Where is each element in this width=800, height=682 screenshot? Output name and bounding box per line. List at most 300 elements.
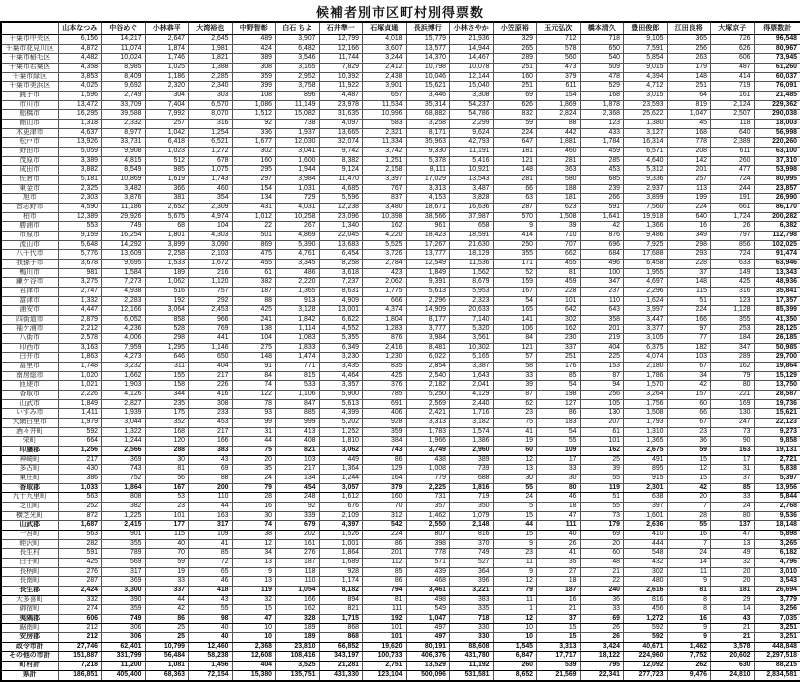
vote-count-cell: 226 — [189, 381, 233, 390]
vote-count-cell: 217 — [58, 455, 102, 464]
vote-count-cell: 153 — [580, 362, 624, 371]
vote-count-cell: 2,323 — [450, 297, 494, 306]
municipality-label: 富津市 — [1, 297, 58, 306]
vote-count-cell: 6,521 — [189, 138, 233, 147]
vote-count-cell: 80 — [711, 512, 755, 521]
vote-count-cell: 7,237 — [319, 278, 363, 287]
municipality-label: 白子町 — [1, 558, 58, 567]
vote-count-cell: 63 — [493, 194, 537, 203]
vote-count-cell: 661 — [711, 203, 755, 212]
vote-count-cell: 15,082 — [276, 110, 320, 119]
vote-count-cell: 4,637 — [58, 128, 102, 137]
vote-count-cell: 87 — [580, 371, 624, 380]
vote-count-cell: 5 — [493, 502, 537, 511]
municipality-label: 船橋市 — [1, 110, 58, 119]
vote-count-cell: 1,903 — [102, 381, 146, 390]
vote-count-cell: 1,570 — [624, 381, 668, 390]
vote-count-cell: 22 — [580, 577, 624, 586]
vote-count-cell: 1,256 — [58, 446, 102, 455]
municipality-row — [1, 512, 800, 521]
vote-count-cell: 2,424 — [58, 586, 102, 595]
vote-count-cell: 3,758 — [276, 82, 320, 91]
vote-count-cell: 316 — [711, 287, 755, 296]
vote-count-cell: 88,608 — [450, 642, 494, 651]
vote-count-cell: 17 — [537, 455, 581, 464]
municipality-row — [1, 362, 800, 371]
vote-count-cell: 425 — [711, 278, 755, 287]
vote-count-cell: 1,612 — [319, 493, 363, 502]
summary-row — [1, 614, 800, 623]
vote-count-cell: 189 — [276, 624, 320, 633]
vote-count-cell: 2,103 — [189, 250, 233, 259]
vote-count-cell: 382 — [232, 278, 276, 287]
vote-count-cell: 6,052 — [102, 315, 146, 324]
vote-count-cell: 162 — [537, 325, 581, 334]
vote-count-cell: 27 — [537, 568, 581, 577]
vote-count-cell: 15,779 — [406, 35, 450, 44]
vote-count-cell: 2,041 — [450, 381, 494, 390]
vote-count-cell: 31,635 — [319, 110, 363, 119]
vote-count-cell: 64 — [667, 91, 711, 100]
vote-count-cell: 1,641 — [580, 213, 624, 222]
vote-count-cell: 35 — [537, 558, 581, 567]
vote-count-cell: 749 — [102, 614, 146, 623]
header-row — [1, 22, 800, 35]
vote-count-cell: 2,749 — [102, 91, 146, 100]
vote-count-cell: 8,182 — [319, 586, 363, 595]
vote-count-cell: 4,018 — [363, 35, 407, 44]
municipality-label: 鋸南町 — [1, 624, 58, 633]
municipality-label: 館山市 — [1, 119, 58, 128]
vote-count-cell: 679 — [276, 521, 320, 530]
vote-count-cell: 1,784 — [580, 138, 624, 147]
municipality-label: 千葉市花見川区 — [1, 44, 58, 53]
vote-count-cell: 23 — [667, 427, 711, 436]
vote-count-cell: 2,550 — [406, 521, 450, 530]
vote-count-cell: 3,044 — [102, 418, 146, 427]
vote-count-cell: 15 — [537, 633, 581, 642]
vote-count-cell: 433 — [580, 128, 624, 137]
vote-count-cell: 10 — [232, 624, 276, 633]
vote-count-cell: 14,467 — [450, 54, 494, 63]
vote-count-cell: 355 — [493, 250, 537, 259]
vote-count-cell: 16,254 — [102, 231, 146, 240]
vote-count-cell: 70 — [363, 502, 407, 511]
vote-count-cell: 8,985 — [102, 63, 146, 72]
vote-count-cell: 456 — [624, 605, 668, 614]
vote-count-cell: 832 — [493, 110, 537, 119]
vote-count-cell: 404 — [232, 661, 276, 670]
municipality-row — [1, 540, 800, 549]
vote-count-cell: 657 — [363, 91, 407, 100]
total-votes-cell: 9,273 — [754, 427, 800, 436]
vote-count-cell: 176 — [537, 362, 581, 371]
vote-count-cell: 769 — [189, 325, 233, 334]
vote-count-cell: 251 — [493, 63, 537, 72]
vote-count-cell: 121 — [493, 156, 537, 165]
vote-count-cell: 161 — [276, 540, 320, 549]
vote-count-cell: 54,786 — [450, 110, 494, 119]
vote-count-cell: 91 — [232, 362, 276, 371]
vote-count-cell: 12 — [493, 455, 537, 464]
vote-count-cell: 40 — [189, 633, 233, 642]
total-votes-cell: 15,129 — [754, 371, 800, 380]
total-votes-cell: 18,003 — [754, 119, 800, 128]
vote-count-cell: 34 — [667, 371, 711, 380]
candidate-column-header: 橋本清久 — [580, 22, 624, 35]
vote-count-cell: 1,120 — [189, 278, 233, 287]
municipality-row — [1, 624, 800, 633]
vote-count-cell: 44 — [493, 521, 537, 530]
vote-count-cell: 200 — [189, 483, 233, 492]
vote-count-cell: 4,236 — [102, 325, 146, 334]
vote-count-cell: 28 — [232, 493, 276, 502]
vote-count-cell: 10 — [493, 624, 537, 633]
summary-row — [1, 586, 800, 595]
vote-count-cell: 3,264 — [624, 390, 668, 399]
vote-count-cell: 17,688 — [624, 250, 668, 259]
vote-count-cell: 650 — [580, 44, 624, 53]
page-title: 候補者別市区町村別得票数 — [315, 5, 484, 20]
vote-count-cell: 425 — [232, 306, 276, 315]
vote-count-cell: 54 — [537, 427, 581, 436]
vote-count-cell: 9 — [493, 222, 537, 231]
vote-count-cell: 767 — [363, 184, 407, 193]
vote-count-cell: 6,349 — [319, 343, 363, 352]
municipality-row — [1, 35, 800, 44]
vote-count-cell: 533 — [276, 381, 320, 390]
vote-count-cell: 12,166 — [102, 306, 146, 315]
vote-count-cell: 21,569 — [537, 670, 581, 681]
municipality-label: 印旛郡 — [1, 446, 58, 455]
vote-count-cell: 1,081 — [145, 661, 189, 670]
vote-count-cell: 647 — [493, 138, 537, 147]
vote-count-cell: 25 — [145, 633, 189, 642]
municipality-row — [1, 110, 800, 119]
vote-count-cell: 135,751 — [276, 670, 320, 681]
vote-count-cell: 78 — [232, 399, 276, 408]
municipality-row — [1, 203, 800, 212]
vote-count-cell: 743 — [363, 446, 407, 455]
vote-count-cell: 40 — [537, 530, 581, 539]
vote-count-cell: 8,111 — [406, 166, 450, 175]
vote-count-cell: 201 — [667, 166, 711, 175]
vote-count-cell: 230 — [537, 334, 581, 343]
vote-count-cell: 2,507 — [711, 110, 755, 119]
vote-count-cell: 12,166 — [319, 44, 363, 53]
vote-count-cell: 175 — [145, 409, 189, 418]
vote-count-cell: 626 — [493, 100, 537, 109]
vote-count-cell: 1,106 — [276, 390, 320, 399]
vote-count-cell: 11,200 — [102, 661, 146, 670]
vote-count-cell: 276 — [58, 568, 102, 577]
municipality-row — [1, 474, 800, 483]
total-votes-cell: 80,967 — [754, 44, 800, 53]
municipality-row — [1, 381, 800, 390]
vote-count-cell: 1,322 — [102, 427, 146, 436]
vote-count-cell: 69 — [580, 530, 624, 539]
vote-count-cell: 251 — [493, 82, 537, 91]
vote-count-cell: 137 — [711, 521, 755, 530]
vote-count-cell: 2,453 — [189, 306, 233, 315]
vote-count-cell: 548 — [624, 549, 668, 558]
vote-count-cell: 3,424 — [580, 642, 624, 651]
vote-count-cell: 1,042 — [145, 128, 189, 137]
vote-count-cell: 39 — [537, 222, 581, 231]
municipality-row — [1, 437, 800, 446]
vote-count-cell: 72 — [189, 558, 233, 567]
vote-count-cell: 17,029 — [406, 175, 450, 184]
vote-count-cell: 10,046 — [406, 72, 450, 81]
vote-count-cell: 192 — [363, 614, 407, 623]
vote-count-cell: 396 — [450, 577, 494, 586]
vote-count-cell: 33 — [145, 577, 189, 586]
vote-count-cell: 459 — [580, 147, 624, 156]
vote-count-cell: 289 — [493, 54, 537, 63]
vote-count-cell: 8,177 — [406, 315, 450, 324]
vote-count-cell: 528 — [145, 325, 189, 334]
total-votes-cell: 63,100 — [754, 147, 800, 156]
vote-count-cell: 69 — [493, 91, 537, 100]
vote-count-cell: 516 — [145, 287, 189, 296]
vote-count-cell: 4,394 — [624, 72, 668, 81]
vote-count-cell: 2,751 — [363, 661, 407, 670]
vote-count-cell: 37,987 — [450, 213, 494, 222]
vote-count-cell: 1,174 — [319, 577, 363, 586]
vote-count-cell: 1,244 — [102, 437, 146, 446]
vote-count-cell: 1,863 — [58, 353, 102, 362]
vote-count-cell: 85 — [189, 549, 233, 558]
vote-count-cell: 2,937 — [624, 184, 668, 193]
vote-count-cell: 5,202 — [319, 418, 363, 427]
vote-count-cell: 4,074 — [624, 353, 668, 362]
vote-count-cell: 460 — [537, 147, 581, 156]
vote-count-cell: 7 — [667, 540, 711, 549]
total-votes-cell: 19,131 — [754, 446, 800, 455]
vote-count-cell: 794 — [363, 586, 407, 595]
vote-count-cell: 872 — [58, 512, 102, 521]
vote-count-cell: 344 — [145, 390, 189, 399]
vote-count-cell: 5,776 — [58, 250, 102, 259]
vote-count-cell: 1,474 — [276, 353, 320, 362]
vote-count-cell: 1,981 — [189, 44, 233, 53]
municipality-label: 印西市 — [1, 343, 58, 352]
vote-count-cell: 418 — [189, 586, 233, 595]
vote-count-cell: 11,149 — [276, 100, 320, 109]
vote-count-cell: 121 — [493, 343, 537, 352]
municipality-label: 香取郡 — [1, 483, 58, 492]
vote-count-cell: 162 — [276, 605, 320, 614]
vote-count-cell: 21,936 — [450, 35, 494, 44]
vote-count-cell: 5,355 — [319, 334, 363, 343]
vote-count-cell: 141 — [493, 315, 537, 324]
vote-count-cell: 3,546 — [276, 54, 320, 63]
vote-count-cell: 21 — [580, 568, 624, 577]
vote-count-cell: 2,652 — [145, 203, 189, 212]
vote-count-cell: 40,671 — [624, 642, 668, 651]
vote-count-cell: 14,292 — [102, 241, 146, 250]
vote-count-cell: 5,953 — [450, 287, 494, 296]
total-votes-cell: 3,251 — [754, 624, 800, 633]
vote-count-cell: 2,824 — [537, 110, 581, 119]
vote-count-cell: 51 — [580, 493, 624, 502]
vote-count-cell: 684 — [580, 250, 624, 259]
vote-count-cell: 13,683 — [319, 241, 363, 250]
vote-count-cell: 3,618 — [319, 269, 363, 278]
vote-count-cell: 276 — [276, 549, 320, 558]
vote-count-cell: 8,652 — [493, 670, 537, 681]
vote-count-cell: 42 — [580, 222, 624, 231]
vote-count-cell: 3,345 — [276, 259, 320, 268]
vote-count-cell: 985 — [145, 166, 189, 175]
vote-count-cell: 13,777 — [406, 250, 450, 259]
municipality-label: 鴨川市 — [1, 269, 58, 278]
vote-count-cell: 6,022 — [406, 353, 450, 362]
vote-count-cell: 1,874 — [145, 44, 189, 53]
vote-count-cell: 68,882 — [406, 110, 450, 119]
vote-count-cell: 88 — [232, 297, 276, 306]
vote-count-cell: 328 — [276, 614, 320, 623]
vote-count-cell: 257 — [145, 119, 189, 128]
vote-count-cell: 11,744 — [319, 54, 363, 63]
vote-count-cell: 1,512 — [232, 110, 276, 119]
vote-count-cell: 15 — [232, 605, 276, 614]
municipality-label: 市川市 — [1, 100, 58, 109]
vote-count-cell: 162 — [711, 362, 755, 371]
vote-count-cell: 201 — [580, 325, 624, 334]
vote-count-cell: 224 — [493, 128, 537, 137]
vote-count-cell: 21,281 — [319, 661, 363, 670]
vote-count-cell: 1,966 — [406, 437, 450, 446]
vote-count-cell: 12,144 — [450, 72, 494, 81]
vote-count-cell: 167 — [145, 483, 189, 492]
vote-count-cell: 112 — [363, 558, 407, 567]
vote-count-cell: 691 — [363, 399, 407, 408]
vote-count-cell: 4,025 — [58, 82, 102, 91]
vote-count-cell: 2,569 — [406, 399, 450, 408]
vote-count-cell: 9,391 — [406, 278, 450, 287]
municipality-row — [1, 184, 800, 193]
vote-count-cell: 676 — [319, 502, 363, 511]
total-votes-cell: 26,990 — [754, 194, 800, 203]
candidate-column-header: 豊田俊郎 — [624, 22, 668, 35]
vote-count-cell: 6,458 — [624, 259, 668, 268]
vote-count-cell: 130 — [711, 409, 755, 418]
vote-count-cell: 4,273 — [102, 353, 146, 362]
vote-count-cell: 11,536 — [450, 259, 494, 268]
vote-count-cell: 9,336 — [624, 175, 668, 184]
vote-count-cell: 1,724 — [711, 213, 755, 222]
vote-count-cell: 398 — [406, 540, 450, 549]
vote-count-cell: 12,389 — [58, 213, 102, 222]
vote-count-cell: 10,302 — [450, 343, 494, 352]
vote-count-cell: 13 — [232, 577, 276, 586]
vote-count-cell: 13,529 — [406, 661, 450, 670]
vote-count-cell: 101 — [537, 297, 581, 306]
total-votes-cell: 13,956 — [754, 483, 800, 492]
vote-count-cell: 453 — [580, 166, 624, 175]
vote-count-cell: 366 — [145, 184, 189, 193]
total-votes-cell: 3,543 — [754, 577, 800, 586]
vote-count-cell: 5,320 — [450, 325, 494, 334]
municipality-label: 千葉市緑区 — [1, 72, 58, 81]
vote-count-cell: 4,031 — [276, 203, 320, 212]
vote-count-cell: 99 — [232, 418, 276, 427]
vote-count-cell: 1,012 — [232, 213, 276, 222]
total-votes-cell: 19,736 — [754, 399, 800, 408]
vote-count-cell: 816 — [624, 596, 668, 605]
vote-count-cell: 33 — [537, 465, 581, 474]
vote-count-cell: 58 — [493, 362, 537, 371]
vote-count-cell: 5,613 — [319, 399, 363, 408]
vote-count-cell: 42,793 — [450, 138, 494, 147]
vote-count-cell: 837 — [363, 194, 407, 203]
vote-count-cell: 1,849 — [58, 399, 102, 408]
vote-count-cell: 384 — [363, 437, 407, 446]
vote-count-cell: 2,854 — [406, 362, 450, 371]
vote-count-cell: 2,827 — [102, 399, 146, 408]
vote-count-cell: 2,416 — [363, 343, 407, 352]
vote-count-cell: 224 — [667, 203, 711, 212]
municipality-label: 鎌ケ谷市 — [1, 278, 58, 287]
vote-count-cell: 228 — [667, 259, 711, 268]
vote-count-cell: 408 — [276, 437, 320, 446]
vote-count-cell: 592 — [624, 624, 668, 633]
vote-count-cell: 5,596 — [319, 194, 363, 203]
vote-count-cell: 425 — [58, 558, 102, 567]
vote-count-cell: 17,267 — [406, 241, 450, 250]
vote-count-cell: 24 — [711, 502, 755, 511]
total-votes-cell: 88,215 — [754, 661, 800, 670]
total-votes-cell: 35,841 — [754, 287, 800, 296]
vote-count-cell: 1,008 — [406, 465, 450, 474]
total-votes-cell: 6,382 — [754, 222, 800, 231]
vote-count-cell: 1,295 — [145, 343, 189, 352]
vote-count-cell: 10,392 — [319, 72, 363, 81]
vote-count-cell: 3,742 — [363, 147, 407, 156]
vote-count-cell: 4,552 — [319, 325, 363, 334]
municipality-row — [1, 222, 800, 231]
vote-count-cell: 4,097 — [319, 119, 363, 128]
vote-count-cell: 33 — [711, 493, 755, 502]
vote-count-cell: 225 — [580, 353, 624, 362]
municipality-row — [1, 549, 800, 558]
vote-count-cell: 3,899 — [145, 241, 189, 250]
vote-count-cell: 497 — [406, 624, 450, 633]
vote-count-cell: 12,238 — [319, 203, 363, 212]
vote-count-cell: 1,687 — [58, 521, 102, 530]
vote-count-cell: 10,921 — [450, 166, 494, 175]
vote-count-cell: 42 — [145, 605, 189, 614]
vote-count-cell: 453 — [189, 418, 233, 427]
vote-count-cell: 1,869 — [537, 100, 581, 109]
vote-count-cell: 359 — [102, 605, 146, 614]
vote-count-cell: 771 — [276, 362, 320, 371]
vote-count-cell: 4,153 — [406, 194, 450, 203]
vote-count-cell: 432 — [624, 558, 668, 567]
municipality-row — [1, 315, 800, 324]
total-votes-cell: 13,343 — [754, 269, 800, 278]
vote-count-cell: 16,314 — [624, 138, 668, 147]
vote-count-cell: 2,675 — [624, 446, 668, 455]
vote-count-cell: 30 — [493, 474, 537, 483]
vote-count-cell: 611 — [537, 82, 581, 91]
vote-count-cell: 330 — [450, 633, 494, 642]
vote-count-cell: 1,716 — [450, 409, 494, 418]
candidate-column-header: 小林恭平 — [145, 22, 189, 35]
vote-count-cell: 162 — [580, 446, 624, 455]
vote-count-cell: 1,878 — [580, 100, 624, 109]
